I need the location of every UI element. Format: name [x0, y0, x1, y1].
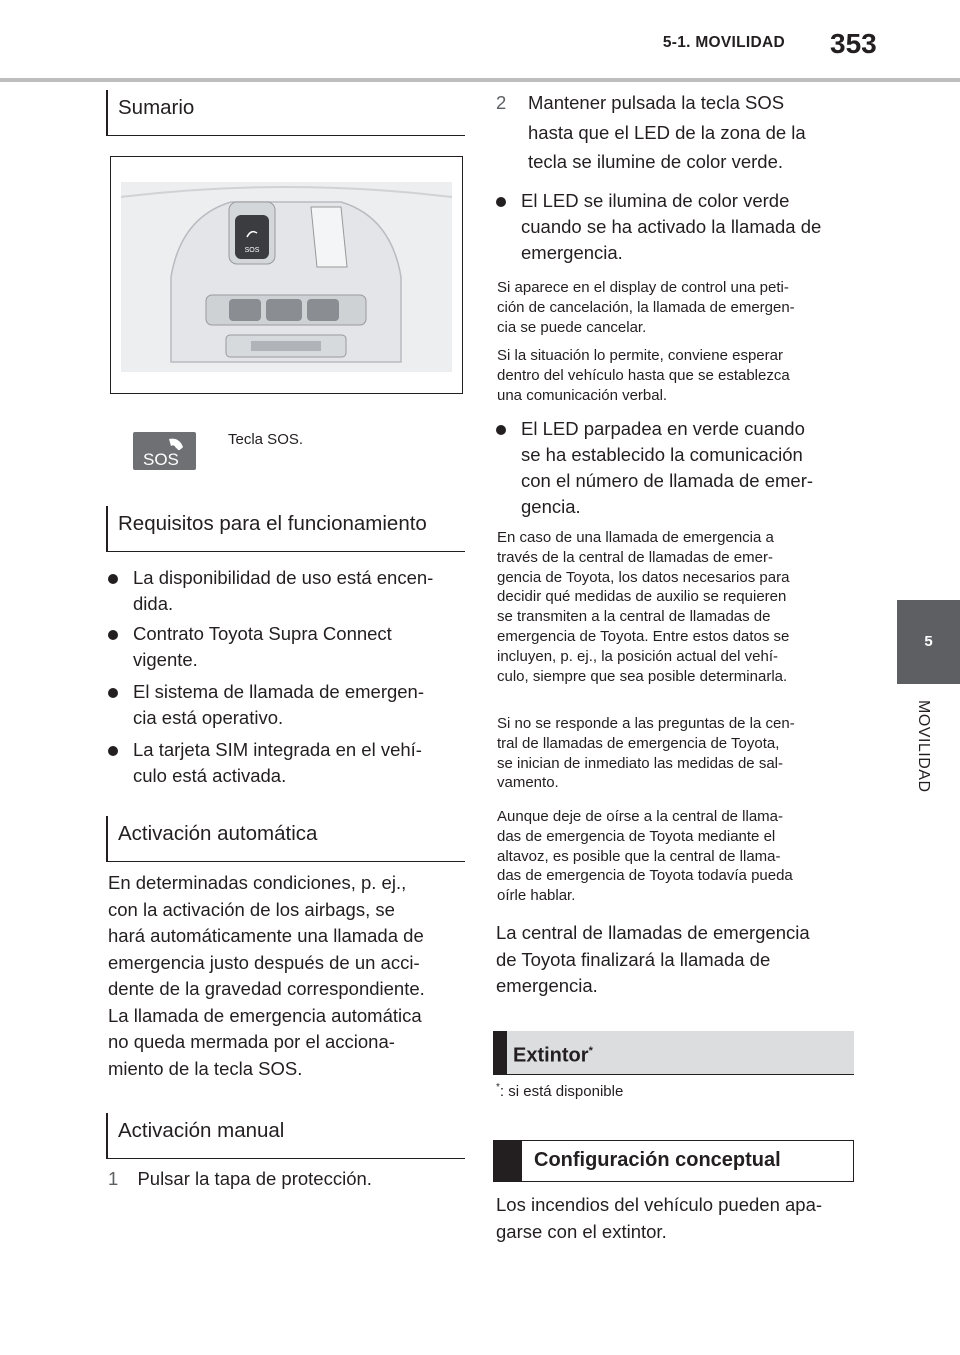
chapter-tab-label: MOVILIDAD [915, 700, 932, 793]
heading-requisitos [106, 506, 465, 552]
figure-caption: Tecla SOS. [228, 431, 304, 448]
note-rescue: Si no se responde a las preguntas de la cen- tral de llamadas de emergencia de Toyota, se inician de inmediato las medidas de sal- vamento. [497, 715, 795, 792]
step-1 [108, 1166, 372, 1193]
sos-key-icon [133, 432, 196, 470]
note-speaker: Aunque deje de oírse a la central de llama- das de emergencia de Toyota mediante el altavoz, es posible que la central de llama- das de emergencia de Toyota todavía pueda oírle hablar. [497, 808, 793, 905]
heading-sumario-text: Sumario [118, 96, 195, 119]
heading-activacion-automatica-text: Activación automática [118, 822, 318, 845]
heading-sumario [106, 90, 465, 136]
header-rule [0, 78, 960, 82]
heading-activacion-manual-text: Activación manual [118, 1119, 285, 1142]
running-header-section: 5-1. MOVILIDAD [662, 34, 785, 51]
list-item: Contrato Toyota Supra Connect vigente. [108, 621, 392, 673]
footnote: *: si está disponible [496, 1082, 624, 1100]
step-2-number: 2 [496, 92, 507, 113]
heading-configuracion-text: Configuración conceptual [534, 1149, 781, 1171]
chapter-tab-number: 5 [897, 600, 960, 684]
note-wait: Si la situación lo permite, conviene esperar dentro del vehículo hasta que se establezca una comunicación verbal. [497, 347, 790, 404]
list-item: La disponibilidad de uso está encen- dida. [108, 565, 433, 617]
list-item: El LED se ilumina de color verde cuando se ha activado la llamada de emergencia. [496, 188, 821, 266]
heading-activacion-manual [106, 1113, 465, 1159]
list-item: La tarjeta SIM integrada en el vehí- culo está activada. [108, 737, 422, 789]
list-item: El LED parpadea en verde cuando se ha establecido la comunicación con el número de llamada de emer- gencia. [496, 416, 813, 520]
step-1-text: Pulsar la tapa de protección. [137, 1168, 372, 1189]
config-paragraph: Los incendios del vehículo pueden apa- garse con el extintor. [496, 1194, 823, 1242]
heading-activacion-automatica [106, 816, 465, 862]
sos-icon-label: SOS [143, 450, 179, 469]
heading-requisitos-text: Requisitos para el funcionamiento [118, 512, 427, 535]
heading-extintor [493, 1031, 854, 1075]
overhead-console-illustration [111, 157, 462, 393]
step-2 [496, 88, 806, 172]
svg-text:SOS: SOS [244, 247, 260, 254]
page-number: 353 [830, 28, 877, 59]
heading-extintor-text: Extintor* [513, 1044, 593, 1067]
heading-configuracion [493, 1140, 854, 1182]
auto-activation-paragraph: En determinadas condiciones, p. ej., con la activación de los airbags, se hará automáticamente una llamada de emergencia justo después de un acci- dente de la gravedad correspondiente. La llamada de emergencia automática no queda mermada por el acciona- miento de la tecla SOS. [108, 872, 425, 1079]
step-2-text: Mantener pulsada la tecla SOS hasta que el LED de la zona de la tecla se ilumine de color verde. [528, 92, 806, 172]
note-data-transmission: En caso de una llamada de emergencia a través de la central de llamadas de emer- gencia de Toyota, los datos necesarios para decidir qué medidas de auxilio se requieren se transmiten a la central de llamadas de emergencia de Toyota. Entre estos datos se incluyen, p. ej., la posición actual del vehí- culo, siempre que sea posible determinarla. [497, 529, 790, 685]
overhead-console-figure [110, 156, 463, 394]
list-item: El sistema de llamada de emergen- cia está operativo. [108, 679, 424, 731]
heading-bar [494, 1141, 522, 1181]
heading-bar [493, 1031, 507, 1074]
closing-paragraph: La central de llamadas de emergencia de Toyota finalizará la llamada de emergencia. [496, 922, 810, 996]
note-cancel: Si aparece en el display de control una peti- ción de cancelación, la llamada de emergen- cia se puede cancelar. [497, 279, 795, 336]
step-1-number: 1 [108, 1168, 119, 1189]
